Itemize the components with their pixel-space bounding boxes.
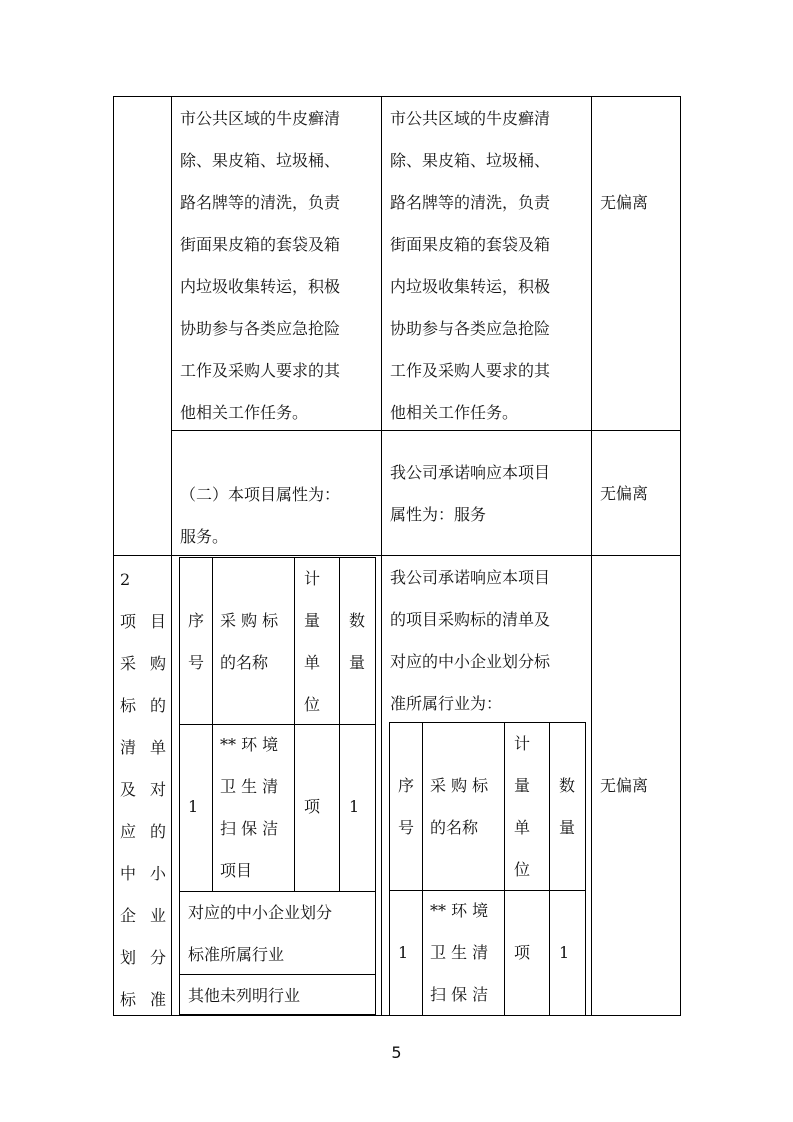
text-line: 他相关工作任务。 <box>390 403 519 422</box>
text-line: 协助参与各类应急抢险 <box>390 319 551 338</box>
response-line: 的项目采购标的清单及 <box>390 610 551 629</box>
row-name: 扫 保 洁 <box>220 819 279 838</box>
response-line: 我公司承诺响应本项目 <box>390 568 551 587</box>
item-label-line: 划 分 <box>120 948 166 967</box>
cell-divider <box>549 723 550 1016</box>
header-unit: 量 <box>514 776 531 795</box>
text-line: 路名牌等的清洗，负责 <box>390 193 551 212</box>
deviation-status: 无偏离 <box>600 193 649 212</box>
item-label-line: 标 的 <box>120 696 166 715</box>
row-name: 项目 <box>220 861 253 880</box>
item-label-line: 标 准 <box>120 990 166 1009</box>
text-line: 内垃圾收集转运，积极 <box>180 277 341 296</box>
header-seq: 序 <box>188 611 205 630</box>
row-qty: 1 <box>349 797 360 816</box>
text-line: 除、果皮箱、垃圾桶、 <box>390 151 551 170</box>
text-line: 内垃圾收集转运，积极 <box>390 277 551 296</box>
header-unit: 计 <box>304 569 321 588</box>
requirement-item-table <box>179 557 376 1015</box>
deviation-status: 无偏离 <box>600 484 649 503</box>
text-line: 市公共区域的牛皮癣清 <box>390 109 551 128</box>
text-line: 除、果皮箱、垃圾桶、 <box>180 151 341 170</box>
response-item-table <box>389 722 586 1016</box>
header-qty: 量 <box>349 653 366 672</box>
item-label-line: 应 的 <box>120 822 166 841</box>
text-line: 他相关工作任务。 <box>180 403 309 422</box>
response-line: 准所属行业为： <box>390 694 503 713</box>
header-qty: 数 <box>349 611 366 630</box>
page-number: 5 <box>391 1043 402 1062</box>
text-line: 协助参与各类应急抢险 <box>180 319 341 338</box>
item-label-line: 清 单 <box>120 738 166 757</box>
row-name: 扫 保 洁 <box>430 985 489 1004</box>
column-divider <box>171 97 172 1015</box>
row-name: ** 环 境 <box>220 735 279 754</box>
row-seq: 1 <box>398 943 409 962</box>
row-name: 卫 生 清 <box>220 777 279 796</box>
item-number: 2 <box>120 570 131 589</box>
text-line: 工作及采购人要求的其 <box>390 361 551 380</box>
text-line: 工作及采购人要求的其 <box>180 361 341 380</box>
row-name: 卫 生 清 <box>430 943 489 962</box>
item-label-line: 采 购 <box>120 654 166 673</box>
cell-divider <box>504 723 505 1016</box>
column-divider <box>591 97 592 1015</box>
row-qty: 1 <box>559 943 570 962</box>
header-seq: 号 <box>188 653 205 672</box>
header-unit: 计 <box>514 734 531 753</box>
section2-response-line: 我公司承诺响应本项目 <box>390 463 551 482</box>
text-line: 街面果皮箱的套袋及箱 <box>180 235 341 254</box>
header-unit: 量 <box>304 611 321 630</box>
header-seq: 序 <box>398 776 415 795</box>
cell-divider <box>422 723 423 1016</box>
compliance-table <box>113 96 681 1016</box>
header-unit: 位 <box>304 695 321 714</box>
header-unit: 单 <box>514 818 531 837</box>
item-label-line: 企 业 <box>120 906 166 925</box>
header-name: 采 购 标 <box>430 776 489 795</box>
category-value: 其他未列明行业 <box>188 986 301 1005</box>
text-line: 路名牌等的清洗，负责 <box>180 193 341 212</box>
item-label-line: 项 目 <box>120 612 166 631</box>
header-unit: 位 <box>514 860 531 879</box>
header-unit: 单 <box>304 653 321 672</box>
row-unit: 项 <box>514 943 531 962</box>
row-unit: 项 <box>304 797 321 816</box>
header-seq: 号 <box>398 818 415 837</box>
category-label: 标准所属行业 <box>188 945 285 964</box>
row-seq: 1 <box>188 797 199 816</box>
header-qty: 量 <box>559 818 576 837</box>
header-name: 的名称 <box>430 818 479 837</box>
header-name: 的名称 <box>220 653 269 672</box>
section2-response-line: 属性为：服务 <box>390 505 487 524</box>
column-divider <box>381 97 382 1015</box>
item-label-line: 中 小 <box>120 864 166 883</box>
response-line: 对应的中小企业划分标 <box>390 652 551 671</box>
section2-requirement-line: 服务。 <box>180 527 229 546</box>
header-name: 采 购 标 <box>220 611 279 630</box>
deviation-status: 无偏离 <box>600 776 649 795</box>
header-qty: 数 <box>559 776 576 795</box>
category-label: 对应的中小企业划分 <box>188 903 333 922</box>
section2-requirement-line: （二）本项目属性为： <box>180 485 341 504</box>
item-label-line: 及 对 <box>120 780 166 799</box>
text-line: 市公共区域的牛皮癣清 <box>180 109 341 128</box>
row-name: ** 环 境 <box>430 901 489 920</box>
text-line: 街面果皮箱的套袋及箱 <box>390 235 551 254</box>
